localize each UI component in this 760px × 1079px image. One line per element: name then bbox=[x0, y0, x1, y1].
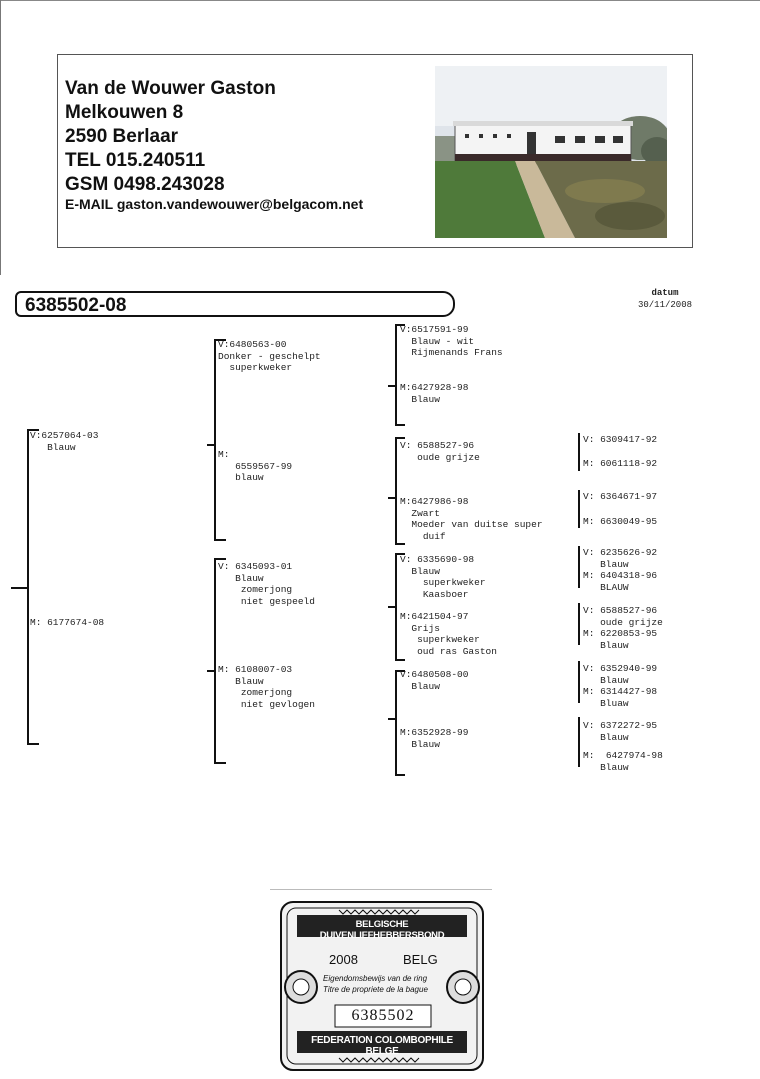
dam-label: M: bbox=[30, 617, 42, 628]
ring-number-box bbox=[15, 291, 455, 317]
dam-ring: 6177674-08 bbox=[47, 617, 105, 628]
bracket-gg-3-bottom bbox=[395, 659, 405, 661]
owner-street: Melkouwen 8 bbox=[65, 102, 184, 123]
ggg-a11-entry: V: 6352940-99 Blauw bbox=[583, 663, 658, 686]
bracket-gg-4-bottom bbox=[395, 774, 405, 776]
gp-mv-entry: V: 6345093-01 Blauw zomerjong niet gespeeld bbox=[218, 561, 315, 607]
sire-entry bbox=[30, 430, 98, 453]
bracket-gp-sire-bottom bbox=[214, 539, 226, 541]
ggg-a13-entry: V: 6372272-95 Blauw bbox=[583, 720, 658, 743]
bracket-ggg-2 bbox=[578, 490, 580, 528]
owner-tel: TEL 015.240511 bbox=[65, 150, 206, 171]
connector-gg-2 bbox=[388, 497, 395, 499]
gg-7-entry: V:6480508-00 Blauw bbox=[400, 669, 469, 692]
ggg-a10-entry: M: 6220853-95 Blauw bbox=[583, 628, 658, 651]
gg-6-entry: M:6421504-97 Grijs superkweker oud ras Gaston bbox=[400, 611, 497, 657]
bracket-parents bbox=[27, 429, 29, 745]
ggg-a14-entry: M: 6427974-98 Blauw bbox=[583, 750, 663, 773]
ggg-a5-entry: V: 6364671-97 bbox=[583, 491, 658, 502]
card-top-text: BELGISCHE DUIVENLIEFHEBBERSBOND bbox=[319, 919, 445, 941]
bracket-gp-dam-top bbox=[214, 558, 226, 560]
bracket-gp-dam-bottom bbox=[214, 762, 226, 764]
ring-number-title: 6385502-08 bbox=[25, 295, 127, 316]
bracket-gg-1-bottom bbox=[395, 424, 405, 426]
ggg-a2-entry: M: 6061118-92 bbox=[583, 458, 658, 469]
gg-8-entry: M:6352928-99 Blauw bbox=[400, 727, 469, 750]
bracket-gp-dam bbox=[214, 558, 216, 764]
header-box bbox=[57, 54, 693, 248]
gg-5-entry: V: 6335690-98 Blauw superkweker Kaasboer bbox=[400, 554, 486, 600]
bracket-ggg-5 bbox=[578, 661, 580, 703]
card-ring-number: 6385502 bbox=[351, 1007, 415, 1024]
gp-vv-entry: V:6480563-00 Donker - geschelpt superkweker bbox=[218, 339, 321, 373]
ggg-a7-entry: V: 6235626-92 Blauw bbox=[583, 547, 658, 570]
ggg-a8-entry: M: 6404318-96 BLAUW bbox=[583, 570, 658, 593]
sire-ring: 6257064-03 bbox=[41, 430, 99, 441]
bracket-gg-3 bbox=[395, 553, 397, 661]
owner-city: 2590 Berlaar bbox=[65, 126, 179, 147]
connector-gp-dam bbox=[207, 670, 214, 672]
card-year: 2008 bbox=[329, 952, 358, 967]
owner-email: E-MAIL gaston.vandewouwer@belgacom.net bbox=[65, 196, 364, 212]
card-line2: Titre de propriete de la bague bbox=[323, 985, 428, 994]
scan-line-left bbox=[0, 0, 1, 275]
bracket-parents-bottom bbox=[27, 743, 39, 745]
card-line1: Eigendomsbewijs van de ring bbox=[323, 974, 428, 983]
bracket-ggg-4 bbox=[578, 603, 580, 645]
gp-vm-entry: M: 6559567-99 blauw bbox=[218, 449, 293, 483]
ggg-a6-entry: M: 6630049-95 bbox=[583, 516, 658, 527]
card-separator bbox=[270, 889, 492, 890]
owner-name: Van de Wouwer Gaston bbox=[65, 78, 276, 99]
bracket-gg-4 bbox=[395, 670, 397, 776]
connector-root bbox=[11, 587, 27, 589]
connector-gg-4 bbox=[388, 718, 395, 720]
gg-4-entry: M:6427986-98 Zwart Moeder van duitse super duif bbox=[400, 496, 543, 542]
bracket-gg-2-bottom bbox=[395, 543, 405, 545]
bracket-ggg-3 bbox=[578, 546, 580, 588]
connector-gg-3 bbox=[388, 606, 395, 608]
bracket-ggg-1 bbox=[578, 433, 580, 471]
dam-entry bbox=[30, 617, 104, 629]
bracket-gp-sire bbox=[214, 339, 216, 541]
ring-certificate-card bbox=[279, 900, 485, 1072]
sire-color: Blauw bbox=[47, 441, 76, 453]
bracket-gg-1 bbox=[395, 324, 397, 426]
gg-3-entry: V: 6588527-96 oude grijze bbox=[400, 440, 480, 463]
sire-label: V: bbox=[30, 430, 42, 441]
loft-photo bbox=[435, 66, 667, 238]
gp-mm-entry: M: 6108007-03 Blauw zomerjong niet gevlogen bbox=[218, 664, 315, 710]
ggg-a9-entry: V: 6588527-96 oude grijze bbox=[583, 605, 663, 628]
connector-gg-1 bbox=[388, 385, 395, 387]
bracket-gg-2 bbox=[395, 437, 397, 545]
datum-date: 30/11/2008 bbox=[637, 300, 692, 310]
ggg-a12-entry: M: 6314427-98 Bluaw bbox=[583, 686, 658, 709]
scan-line-top bbox=[0, 0, 760, 1]
connector-gp-sire bbox=[207, 444, 214, 446]
ggg-a1-entry: V: 6309417-92 bbox=[583, 434, 658, 445]
datum-label: datum bbox=[651, 288, 679, 298]
bracket-gg-2-top bbox=[395, 437, 405, 439]
owner-gsm: GSM 0498.243028 bbox=[65, 174, 225, 195]
bracket-ggg-6 bbox=[578, 717, 580, 767]
card-country: BELG bbox=[403, 952, 438, 967]
gg-2-entry: M:6427928-98 Blauw bbox=[400, 382, 469, 405]
card-bottom-text: FEDERATION COLOMBOPHILE BELGE bbox=[311, 1035, 453, 1057]
gg-1-entry: V:6517591-99 Blauw - wit Rijmenands Frans bbox=[400, 324, 503, 358]
